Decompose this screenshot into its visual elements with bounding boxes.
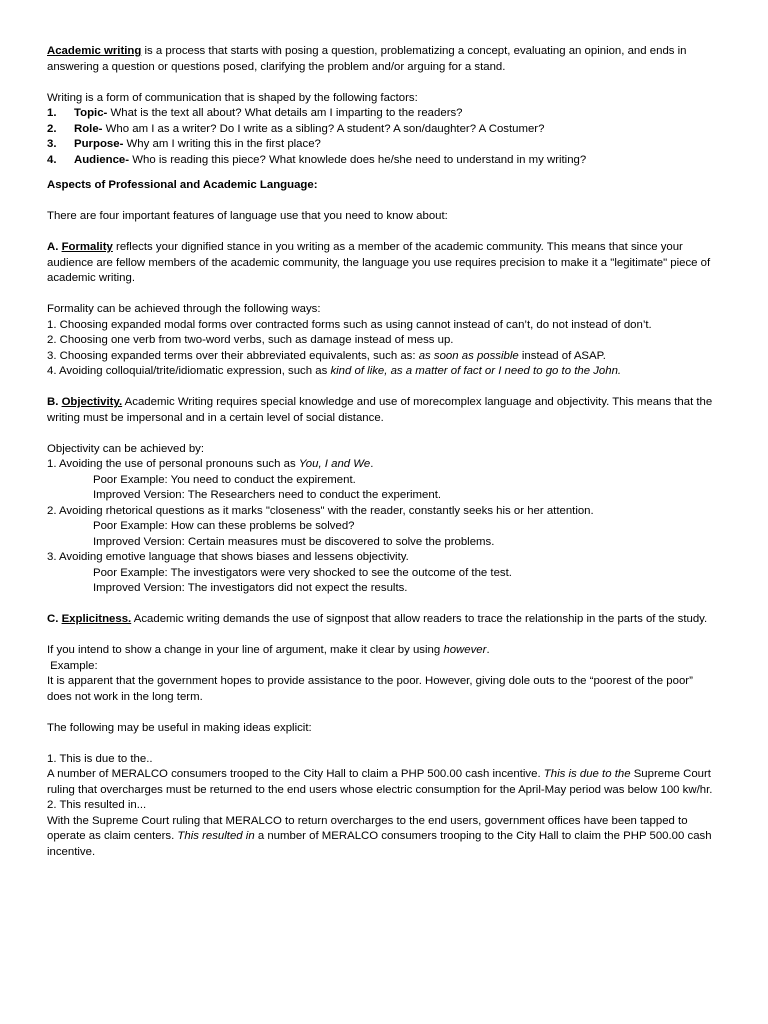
formality-paragraph: A. Formality reflects your dignified stance in you writing as a member of the academic community. This means that since your audience are fellow members of the academic community, the language you use requires precision to make it a "legitimate" piece of academic writing. (47, 241, 711, 284)
improved-version: Improved Version: The investigators did not expect the results. (93, 582, 408, 594)
formality-term: Formality (61, 241, 113, 253)
example-label: Example: (47, 659, 98, 672)
signpost-label: 2. This resulted in... (47, 799, 147, 811)
improved-version: Improved Version: The Researchers need to conduct the experiment. (93, 489, 442, 501)
poor-example: Poor Example: You need to conduct the expirement. (93, 473, 356, 486)
factor-item: 3. Purpose- Why am I writing this in the first place? (47, 138, 321, 150)
signpost-example: With the Supreme Court ruling that MERALCO to return overcharges to the end users, government offices have been tapped to operate as claim centers. This resulted in a number of MERALCO consumers trooping to the City Hall to claim the PHP 500.00 cash incentive. (47, 814, 712, 858)
formality-way: 3. Choosing expanded terms over their abbreviated equivalents, such as: as soon as possible instead of ASAP. (47, 349, 606, 362)
objectivity-paragraph: B. Objectivity. Academic Writing requires special knowledge and use of morecomplex language and objectivity. This means that the writing must be impersonal and in a certain level of social distance. (47, 396, 713, 424)
aspects-lead: There are four important features of language use that you need to know about: (47, 210, 448, 222)
intro-paragraph (47, 44, 717, 75)
improved-version: Improved Version: Certain measures must be discovered to solve the problems. (93, 535, 495, 548)
poor-example: Poor Example: The investigators were very shocked to see the outcome of the test. (93, 566, 512, 579)
factor-item: 1. Topic- What is the text all about? What details am I imparting to the readers? (47, 107, 463, 119)
objectivity-item: 1. Avoiding the use of personal pronouns such as You, I and We. (47, 458, 374, 470)
formality-way: 4. Avoiding colloquial/trite/idiomatic expression, such as kind of like, as a matter of fact or I need to go to the John. (47, 365, 622, 377)
intro-term: Academic writing (47, 45, 142, 57)
explicitness-change: If you intend to show a change in your line of argument, make it clear by using however. (47, 644, 490, 656)
factor-item: 4. Audience- Who is reading this piece? What knowlede does he/she need to understand in my writing? (47, 153, 587, 166)
intro-text: is a process that starts with posing a question, problematizing a concept, evaluating an opinion, and ends in answering a question or questions posed, clarifying the problem and/or arguing for a stand. (47, 45, 687, 73)
useful-lead: The following may be useful in making ideas explicit: (47, 721, 312, 734)
example-text: It is apparent that the government hopes to provide assistance to the poor. However, giving dole outs to the “poorest of the poor” does not work in the long term. (47, 675, 693, 703)
signpost-example: A number of MERALCO consumers trooped to the City Hall to claim a PHP 500.00 cash incentive. This is due to the Supreme Court ruling that overcharges must be returned to the end users whose electric consumption for the April-May period was below 100 kw/hr. (47, 768, 713, 796)
aspects-heading: Aspects of Professional and Academic Language: (47, 179, 318, 191)
document-page (47, 44, 717, 860)
objectivity-term: Objectivity. (61, 396, 123, 408)
explicitness-paragraph: C. Explicitness. Academic writing demands the use of signpost that allow readers to trace the relationship in the parts of the study. (47, 613, 708, 625)
factors-lead: Writing is a form of communication that is shaped by the following factors: (47, 91, 418, 104)
explicitness-term: Explicitness. (61, 613, 132, 625)
factor-item: 2. Role- Who am I as a writer? Do I write as a sibling? A student? A son/daughter? A Costumer? (47, 122, 545, 135)
objectivity-item: 2. Avoiding rhetorical questions as it marks "closeness" with the reader, constantly seeks his or her attention. (47, 504, 594, 517)
poor-example: Poor Example: How can these problems be solved? (93, 520, 355, 532)
signpost-label: 1. This is due to the.. (47, 752, 153, 765)
objectivity-item: 3. Avoiding emotive language that shows biases and lessens objectivity. (47, 551, 409, 563)
formality-way: 1. Choosing expanded modal forms over contracted forms such as using cannot instead of can’t, do not instead of don’t. (47, 318, 652, 331)
objectivity-lead: Objectivity can be achieved by: (47, 442, 205, 455)
formality-way: 2. Choosing one verb from two-word verbs, such as damage instead of mess up. (47, 334, 454, 346)
formality-lead: Formality can be achieved through the following ways: (47, 303, 321, 315)
